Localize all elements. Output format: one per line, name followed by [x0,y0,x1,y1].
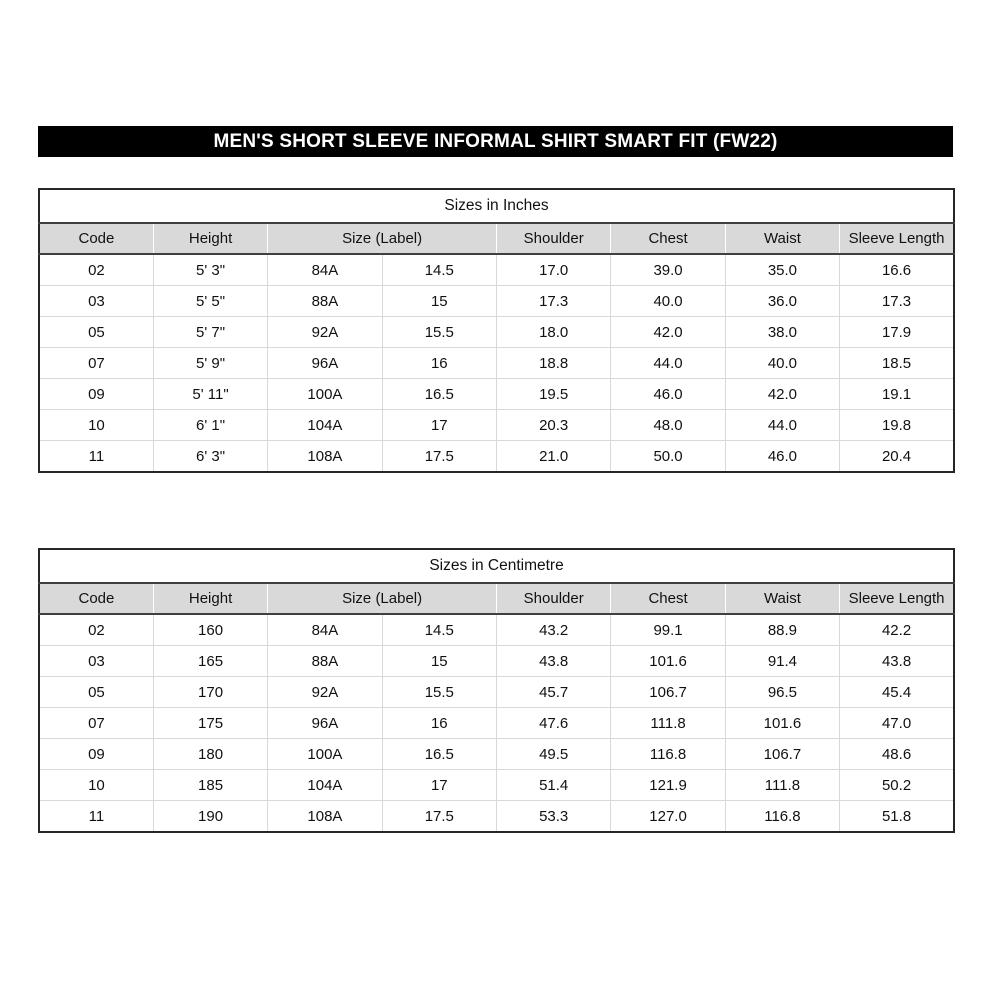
table-row [39,614,954,646]
column-header: Chest [611,583,725,614]
cell: 16.6 [840,254,954,286]
table-row [39,441,954,473]
cell: 20.3 [497,410,611,441]
cell: 42.0 [611,317,725,348]
cell: 18.8 [497,348,611,379]
column-header: Code [39,223,153,254]
cell: 44.0 [725,410,839,441]
cell: 19.8 [840,410,954,441]
cell: 17.3 [497,286,611,317]
cell: 17 [382,410,496,441]
table-row [39,708,954,739]
cell: 160 [153,614,267,646]
cell: 15.5 [382,317,496,348]
cell: 101.6 [725,708,839,739]
cell: 17.3 [840,286,954,317]
cell: 46.0 [611,379,725,410]
cell: 16.5 [382,739,496,770]
cell: 36.0 [725,286,839,317]
sizes-in-inches-table [38,188,955,473]
cell: 5' 9" [153,348,267,379]
column-header: Height [153,583,267,614]
cell: 6' 3" [153,441,267,473]
column-header: Waist [725,583,839,614]
table-row [39,801,954,833]
cell: 5' 5" [153,286,267,317]
cell: 91.4 [725,646,839,677]
table-row [39,410,954,441]
cell: 17.5 [382,801,496,833]
cell: 42.0 [725,379,839,410]
cell: 99.1 [611,614,725,646]
table-body [39,614,954,832]
cell: 47.6 [497,708,611,739]
cell: 20.4 [840,441,954,473]
cell: 11 [39,801,153,833]
cell: 09 [39,379,153,410]
cell: 35.0 [725,254,839,286]
cell: 53.3 [497,801,611,833]
cell: 03 [39,286,153,317]
cell: 185 [153,770,267,801]
cell: 84A [268,614,382,646]
cell: 03 [39,646,153,677]
cell: 88.9 [725,614,839,646]
table-title-row [39,189,954,223]
cell: 21.0 [497,441,611,473]
table-row [39,254,954,286]
table-row [39,379,954,410]
table-row [39,677,954,708]
cell: 15 [382,646,496,677]
cell: 96A [268,348,382,379]
cell: 121.9 [611,770,725,801]
table-row [39,770,954,801]
table-title-row [39,549,954,583]
cell: 17.5 [382,441,496,473]
cell: 44.0 [611,348,725,379]
column-header: Size (Label) [268,583,497,614]
cell: 51.4 [497,770,611,801]
cell: 175 [153,708,267,739]
cell: 43.2 [497,614,611,646]
table-row [39,739,954,770]
cell: 48.0 [611,410,725,441]
cell: 92A [268,677,382,708]
cell: 07 [39,348,153,379]
cell: 18.0 [497,317,611,348]
cell: 106.7 [725,739,839,770]
cell: 50.0 [611,441,725,473]
table-row [39,286,954,317]
cell: 16 [382,348,496,379]
cell: 92A [268,317,382,348]
cell: 40.0 [725,348,839,379]
cell: 180 [153,739,267,770]
cell: 51.8 [840,801,954,833]
cell: 43.8 [497,646,611,677]
cell: 104A [268,770,382,801]
cell: 84A [268,254,382,286]
cell: 100A [268,739,382,770]
cell: 15 [382,286,496,317]
cell: 96.5 [725,677,839,708]
cell: 05 [39,317,153,348]
cell: 165 [153,646,267,677]
column-header: Code [39,583,153,614]
cell: 42.2 [840,614,954,646]
header-row [39,223,954,254]
cell: 14.5 [382,254,496,286]
table-title: Sizes in Inches [39,189,954,223]
cell: 17 [382,770,496,801]
cell: 47.0 [840,708,954,739]
cell: 17.9 [840,317,954,348]
page-title: MEN'S SHORT SLEEVE INFORMAL SHIRT SMART FIT (FW22) [213,130,778,152]
cell: 116.8 [611,739,725,770]
cell: 48.6 [840,739,954,770]
cell: 07 [39,708,153,739]
table-row [39,348,954,379]
cell: 43.8 [840,646,954,677]
cell: 14.5 [382,614,496,646]
cell: 116.8 [725,801,839,833]
cell: 39.0 [611,254,725,286]
cell: 108A [268,441,382,473]
cell: 190 [153,801,267,833]
cell: 46.0 [725,441,839,473]
cell: 50.2 [840,770,954,801]
table-row [39,317,954,348]
cell: 16.5 [382,379,496,410]
cell: 104A [268,410,382,441]
cell: 127.0 [611,801,725,833]
title-banner [38,126,953,157]
column-header: Shoulder [497,583,611,614]
cell: 02 [39,254,153,286]
table-row [39,646,954,677]
header-row [39,583,954,614]
cell: 40.0 [611,286,725,317]
cell: 5' 11" [153,379,267,410]
sizes-in-centimetre-table [38,548,955,833]
column-header: Size (Label) [268,223,497,254]
column-header: Sleeve Length [840,583,954,614]
cell: 88A [268,286,382,317]
cell: 17.0 [497,254,611,286]
cell: 11 [39,441,153,473]
sizes-in-inches-section [38,188,953,473]
cell: 16 [382,708,496,739]
cell: 45.7 [497,677,611,708]
sizes-in-centimetre-section [38,548,953,833]
cell: 101.6 [611,646,725,677]
cell: 5' 7" [153,317,267,348]
column-header: Waist [725,223,839,254]
cell: 10 [39,410,153,441]
cell: 02 [39,614,153,646]
cell: 10 [39,770,153,801]
table-body [39,254,954,472]
table-title: Sizes in Centimetre [39,549,954,583]
cell: 19.5 [497,379,611,410]
cell: 111.8 [611,708,725,739]
cell: 49.5 [497,739,611,770]
column-header: Chest [611,223,725,254]
cell: 5' 3" [153,254,267,286]
cell: 38.0 [725,317,839,348]
cell: 88A [268,646,382,677]
cell: 111.8 [725,770,839,801]
cell: 18.5 [840,348,954,379]
cell: 09 [39,739,153,770]
column-header: Height [153,223,267,254]
cell: 106.7 [611,677,725,708]
cell: 6' 1" [153,410,267,441]
column-header: Sleeve Length [840,223,954,254]
cell: 15.5 [382,677,496,708]
cell: 96A [268,708,382,739]
cell: 100A [268,379,382,410]
cell: 170 [153,677,267,708]
cell: 05 [39,677,153,708]
cell: 19.1 [840,379,954,410]
column-header: Shoulder [497,223,611,254]
cell: 108A [268,801,382,833]
cell: 45.4 [840,677,954,708]
